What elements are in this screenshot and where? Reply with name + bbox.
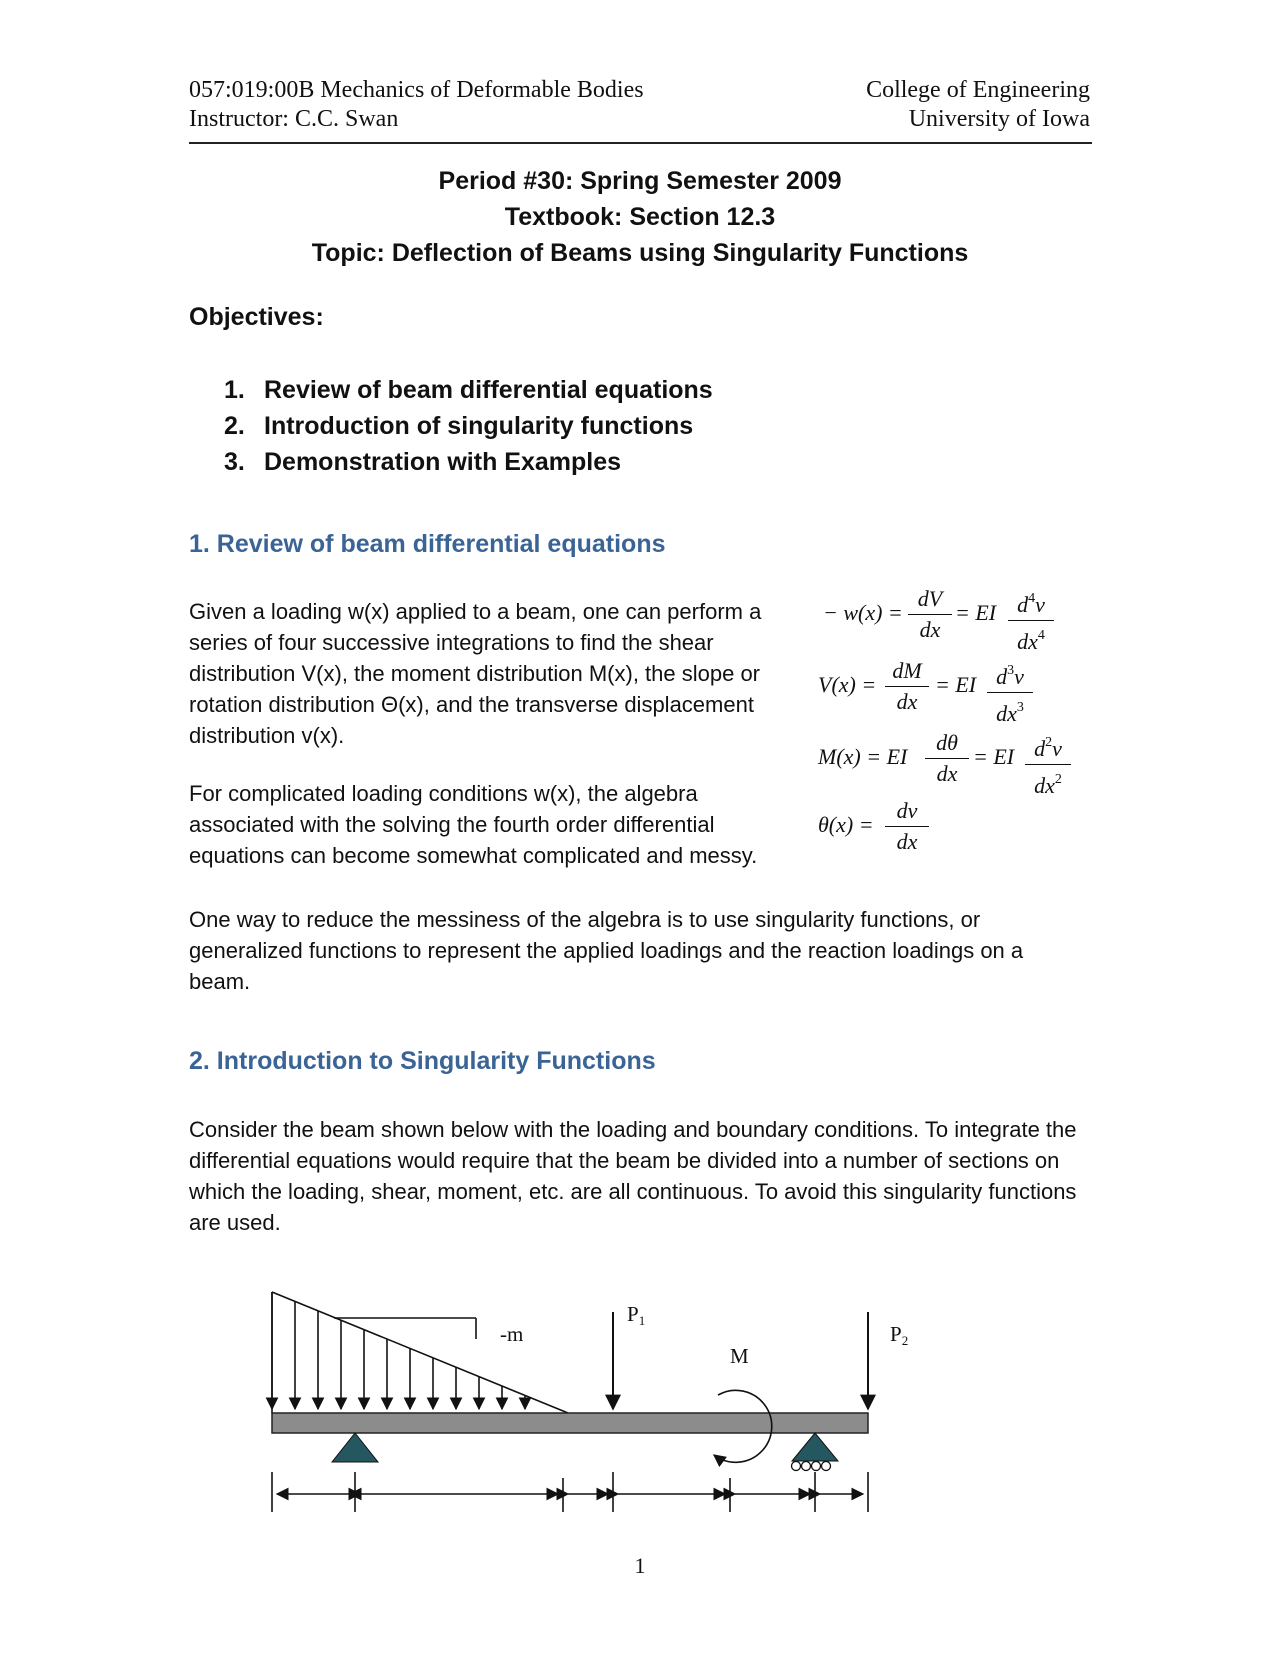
dimension-ticks bbox=[272, 1472, 868, 1512]
period-title: Period #30: Spring Semester 2009 bbox=[438, 167, 842, 195]
load-arrows bbox=[272, 1292, 525, 1409]
roller-support bbox=[792, 1433, 839, 1471]
topic-title: Topic: Deflection of Beams using Singularity Functions bbox=[311, 239, 969, 267]
section1-paragraph3: One way to reduce the messiness of the algebra is to use singularity functions, or generalized functions to represent the applied loadings and the reaction loadings on a beam. bbox=[189, 907, 1024, 994]
distributed-load bbox=[272, 1292, 568, 1413]
label-minus-m: -m bbox=[500, 1322, 524, 1346]
instructor-name: Instructor: C.C. Swan bbox=[189, 106, 399, 132]
pin-support bbox=[332, 1433, 378, 1462]
label-p2: $P_2$ bbox=[890, 1322, 909, 1348]
label-moment: M bbox=[730, 1344, 749, 1368]
textbook-title: Textbook: Section 12.3 bbox=[504, 203, 776, 231]
section2-paragraph1: Consider the beam shown below with the loading and boundary conditions. To integrate the differential equations would require that the beam be divided into a number of sections on which the loading, shear, moment, etc. are all continuous. To avoid this singularity functions are used. bbox=[189, 1117, 1077, 1235]
college-name: College of Engineering bbox=[866, 77, 1090, 103]
beam bbox=[272, 1413, 868, 1433]
list-item: 1. Review of beam differential equations bbox=[224, 376, 713, 404]
page-number: 1 bbox=[634, 1553, 646, 1578]
course-title: 057:019:00B Mechanics of Deformable Bodies bbox=[189, 77, 644, 103]
university-name: University of Iowa bbox=[908, 106, 1090, 132]
section2-heading: 2. Introduction to Singularity Functions bbox=[189, 1047, 656, 1075]
label-p1: $P_1$ bbox=[627, 1302, 646, 1328]
objectives-heading: Objectives: bbox=[189, 303, 324, 331]
section1-heading: 1. Review of beam differential equations bbox=[189, 530, 666, 558]
list-item: 2. Introduction of singularity functions bbox=[224, 412, 694, 440]
section1-paragraph2: For complicated loading conditions w(x), the algebra associated with the solving the fourth order differential equations can become somewhat complicated and messy. bbox=[189, 781, 758, 868]
section1-paragraph1: Given a loading w(x) applied to a beam, one can perform a series of four successive integrations to find the shear distribution V(x), the moment distribution M(x), the slope or rotation distribution Θ(x), and the transverse displacement distribution v(x). bbox=[189, 599, 762, 748]
list-item: 3. Demonstration with Examples bbox=[224, 448, 622, 476]
beam-equations: − w(x) = dV dx = EI $d^4v$ $dx^4$ V(x) = dM dx = EI $d^3v$ $dx^3$ M(x) = EI dθ dx = EI $d^2v$ $dx^2$ θ(x) = dv dx bbox=[815, 586, 1095, 866]
